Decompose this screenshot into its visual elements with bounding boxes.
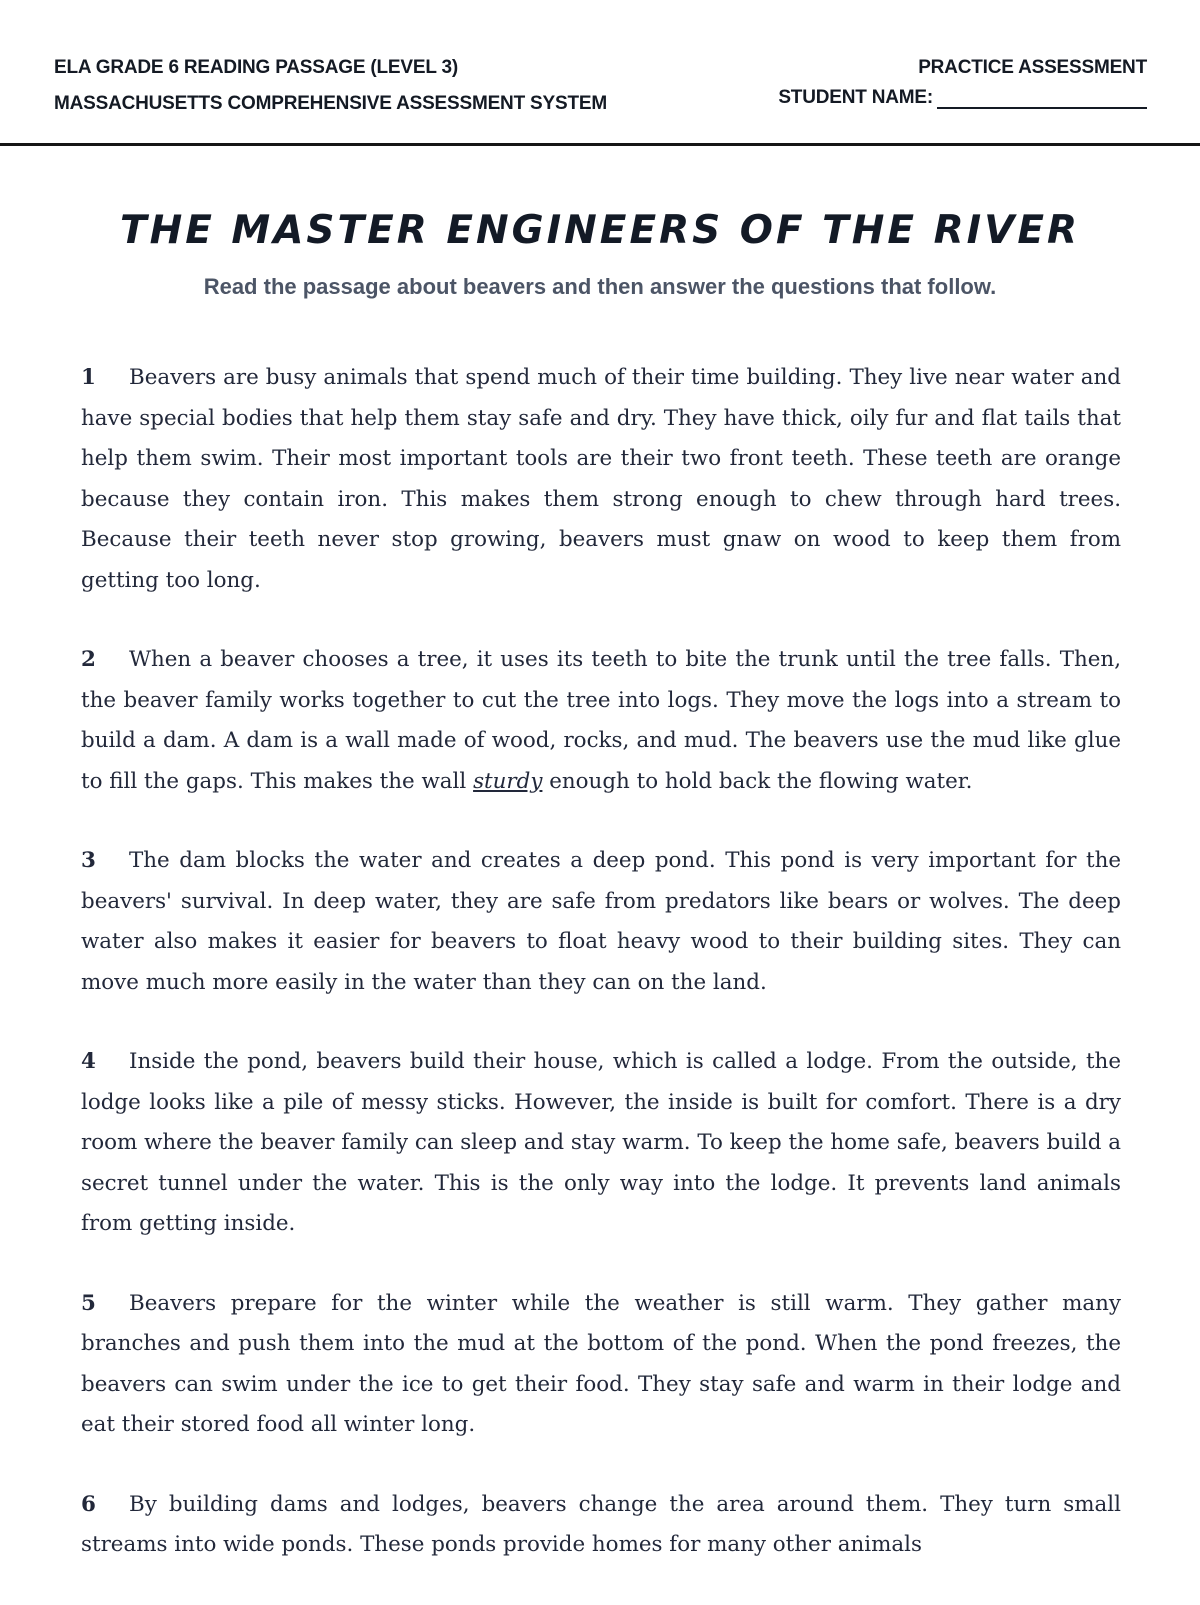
paragraph-number: 6 [81, 1491, 96, 1517]
page-header [0, 0, 1200, 146]
grade-level-label: ELA GRADE 6 READING PASSAGE (LEVEL 3) [54, 57, 458, 78]
passage-instructions: Read the passage about beavers and then answer the questions that follow. [203, 274, 997, 299]
paragraph-6 [81, 1485, 1121, 1566]
paragraph-text: When a beaver chooses a tree, it uses its teeth to bite the trunk until the tree falls. Then, the beaver family works together to cut the tree into logs. They move the logs into a stream to build a dam. A dam is a wall made of wood, rocks, and mud. The beavers use the mud like glue to fill the gaps. This makes the wall [81, 647, 1121, 794]
assessment-system-label: MASSACHUSETTS COMPREHENSIVE ASSESSMENT SYSTEM [54, 93, 607, 114]
paragraph-number: 2 [81, 647, 96, 672]
paragraph-4 [81, 1042, 1121, 1245]
vocabulary-word: sturdy [473, 768, 543, 794]
paragraph-number: 3 [81, 848, 96, 873]
paragraph-number: 5 [81, 1290, 96, 1316]
student-name-label: STUDENT NAME: [778, 87, 933, 108]
paragraph-1 [81, 358, 1121, 601]
paragraph-2 [81, 640, 1121, 802]
paragraph-text: Beavers are busy animals that spend much of their time building. They live near water and have special bodies that help them stay safe and dry. They have thick, oily fur and flat tails that help them swim. Their most important tools are their two front teeth. These teeth are orange because they contain iron. This makes them strong enough to chew through hard trees. Because their teeth never stop growing, beavers must gnaw on wood to keep them from getting too long. [81, 365, 1121, 593]
student-name-field[interactable] [778, 87, 1147, 109]
paragraph-number: 1 [81, 365, 96, 390]
paragraph-3 [81, 841, 1121, 1003]
student-name-blank[interactable] [937, 87, 1147, 109]
passage-title: THE MASTER ENGINEERS OF THE RIVER [119, 208, 1081, 253]
paragraph-5 [81, 1284, 1121, 1446]
reading-passage [81, 358, 1121, 1605]
paragraph-text: enough to hold back the flowing water. [549, 768, 973, 794]
paragraph-text: Inside the pond, beavers build their house, which is called a lodge. From the outside, the lodge looks like a pile of messy sticks. However, the inside is built for comfort. There is a dry room where the beaver family can sleep and stay warm. To keep the home safe, beavers build a secret tunnel under the water. This is the only way into the lodge. It prevents land animals from getting inside. [81, 1049, 1121, 1236]
paragraph-text: The dam blocks the water and creates a deep pond. This pond is very important for the beavers' survival. In deep water, they are safe from predators like bears or wolves. The deep water also makes it easier for beavers to float heavy wood to their building sites. They can move much more easily in the water than they can on the land. [81, 848, 1121, 995]
paragraph-text: Beavers prepare for the winter while the weather is still warm. They gather many branches and push them into the mud at the bottom of the pond. When the pond freezes, the beavers can swim under the ice to get their food. They stay safe and warm in their lodge and eat their stored food all winter long. [81, 1290, 1121, 1437]
paragraph-number: 4 [81, 1049, 96, 1074]
paragraph-text: By building dams and lodges, beavers change the area around them. They turn small streams into wide ponds. These ponds provide homes for many other animals [81, 1491, 1121, 1557]
practice-assessment-label: PRACTICE ASSESSMENT [918, 57, 1147, 78]
